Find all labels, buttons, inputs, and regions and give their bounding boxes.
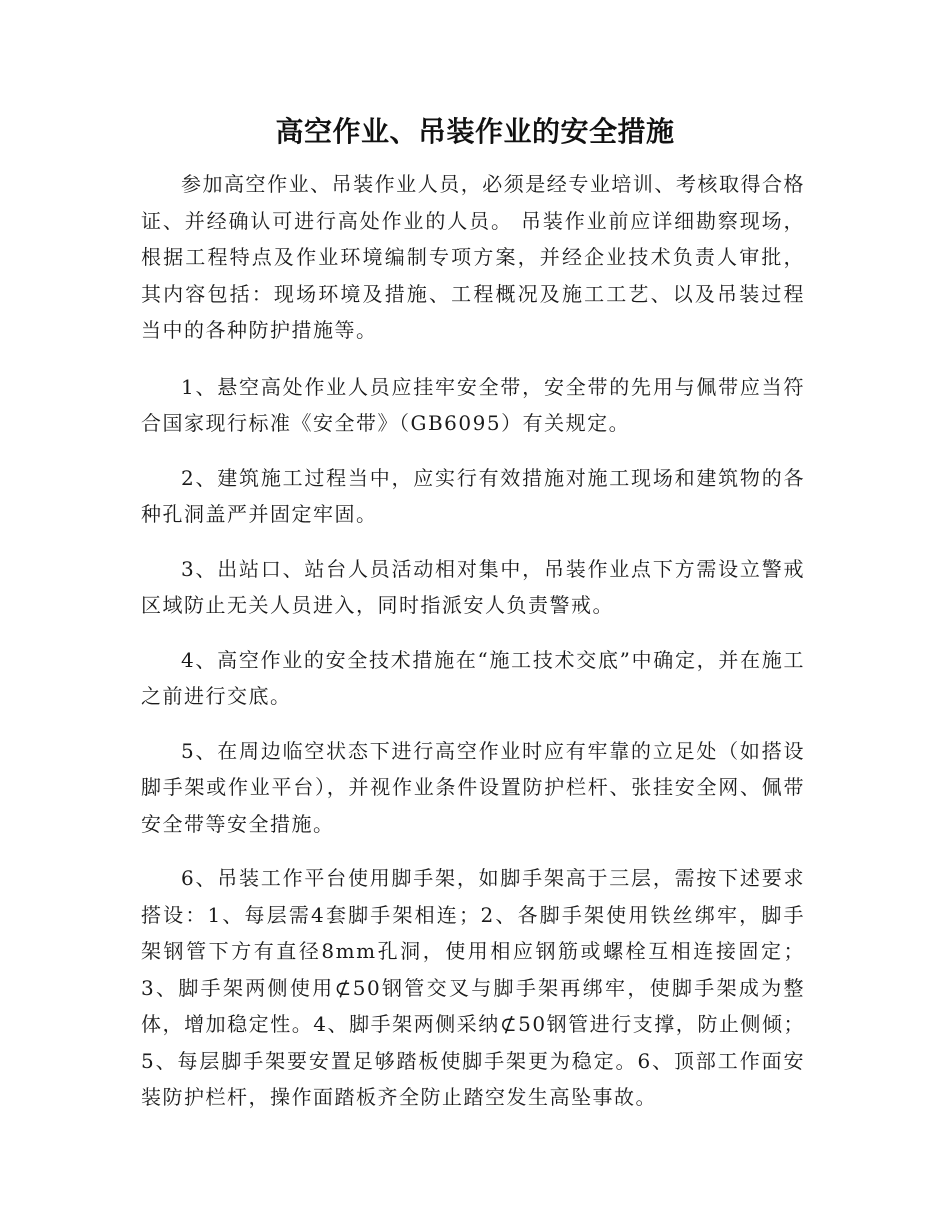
intro-paragraph: 参加高空作业、吊装作业人员，必须是经专业培训、考核取得合格证、并经确认可进行高处作业的人员。 吊装作业前应详细勘察现场，根据工程特点及作业环境编制专项方案，并经企业技术负责人审批，其内容包括：现场环境及措施、工程概况及施工工艺、以及吊装过程当中的各种防护措施等。 — [141, 172, 805, 342]
measure-paragraph-1: 1、悬空高处作业人员应挂牢安全带，安全带的先用与佩带应当符合国家现行标准《安全带》（GB6095）有关规定。 — [141, 374, 805, 435]
measure-paragraph-6: 6、吊装工作平台使用脚手架，如脚手架高于三层，需按下述要求搭设：1、每层需4套脚手架相连；2、各脚手架使用铁丝绑牢，脚手架钢管下方有直径8mm孔洞，使用相应钢筋或螺栓互相连接固定；3、脚手架两侧使用⊄50钢管交叉与脚手架再绑牢，使脚手架成为整体，增加稳定性。4、脚手架两侧采纳⊄50钢管进行支撑，防止侧倾；5、每层脚手架要安置足够踏板使脚手架更为稳定。6、顶部工作面安装防护栏杆，操作面踏板齐全防止踏空发生高坠事故。 — [141, 866, 805, 1109]
document-title: 高空作业、吊装作业的安全措施 — [275, 115, 675, 148]
measure-paragraph-3: 3、出站口、站台人员活动相对集中，吊装作业点下方需设立警戒区域防止无关人员进入，同时指派安人负责警戒。 — [141, 556, 805, 617]
measure-paragraph-4: 4、高空作业的安全技术措施在“施工技术交底”中确定，并在施工之前进行交底。 — [141, 647, 805, 708]
measure-paragraph-5: 5、在周边临空状态下进行高空作业时应有牢靠的立足处（如搭设脚手架或作业平台），并视作业条件设置防护栏杆、张挂安全网、佩带安全带等安全措施。 — [141, 738, 805, 836]
document-body — [141, 166, 805, 1134]
measure-paragraph-2: 2、建筑施工过程当中，应实行有效措施对施工现场和建筑物的各种孔洞盖严并固定牢固。 — [141, 465, 805, 526]
